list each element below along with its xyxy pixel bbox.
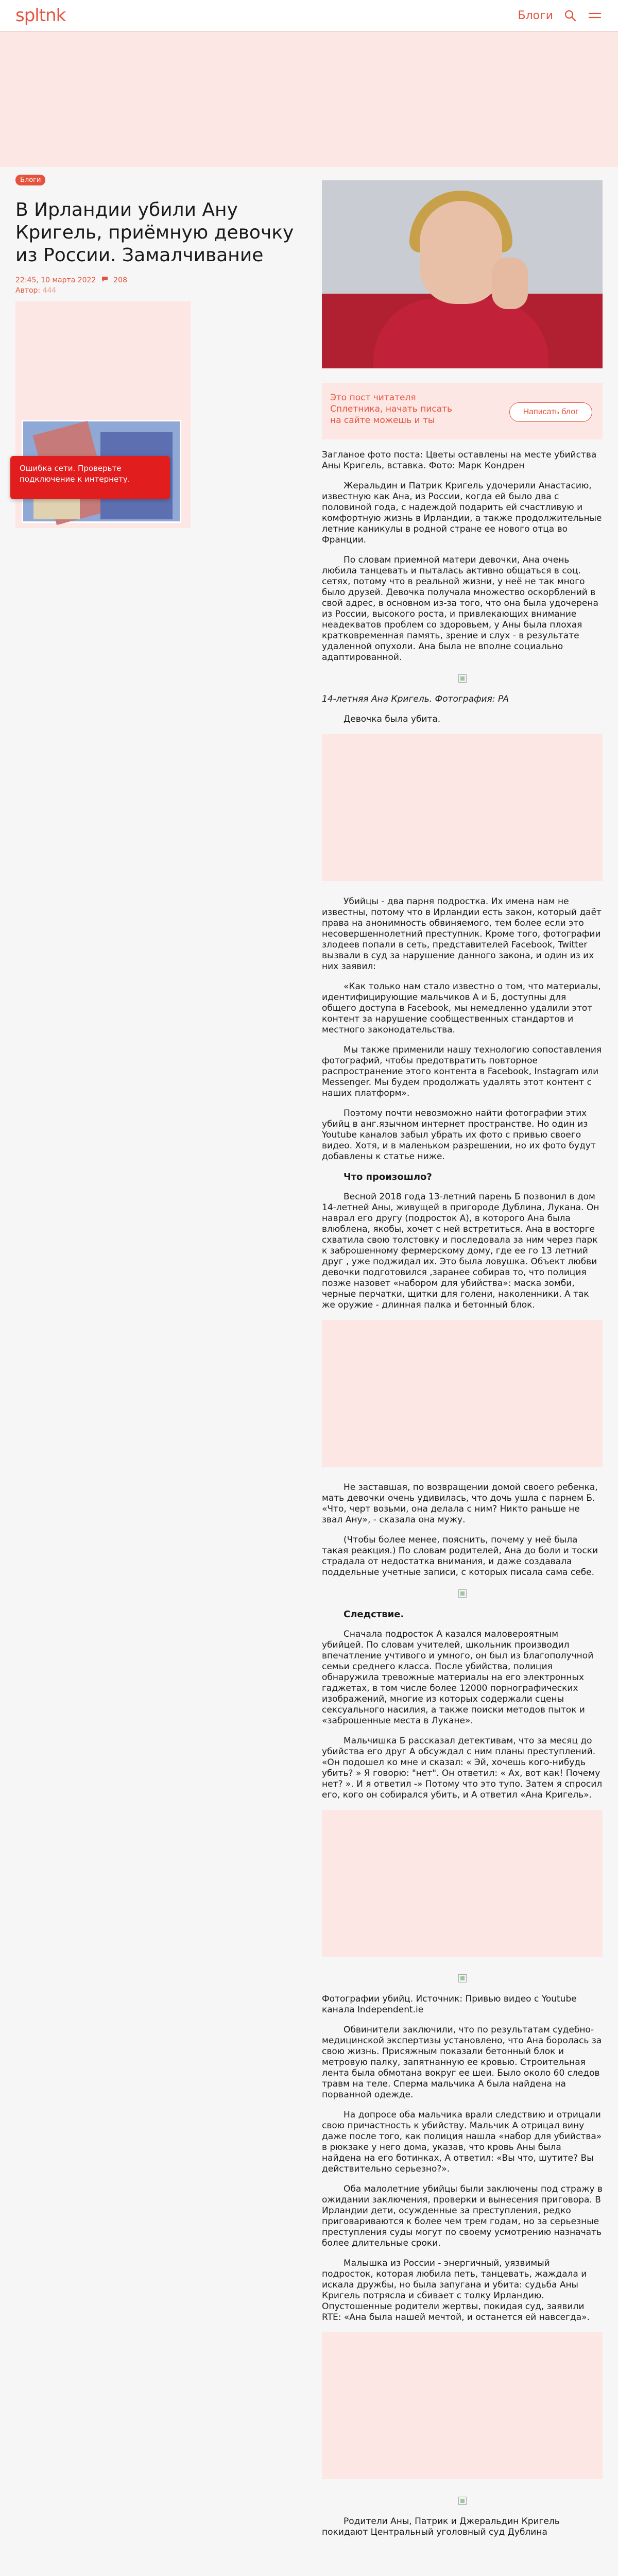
article-main: [322, 180, 603, 2547]
article-body: [322, 450, 603, 2538]
section-heading: Что произошло?: [344, 1172, 432, 1182]
author-name[interactable]: 444: [42, 286, 57, 295]
comments-count[interactable]: 208: [113, 276, 127, 284]
comments-icon[interactable]: [101, 276, 110, 284]
inline-ad-block[interactable]: [322, 2332, 603, 2479]
author-label: Автор:: [15, 286, 41, 295]
paragraph: (Чтобы более менее, пояснить, почему у неё была такая реакция.) По словам родителей, Ана до боли и тоски страдала от недостатка внимания, и даже создавала поддельные учетные записи, с которых писала сама себе.: [322, 1535, 598, 1578]
rubric-badge[interactable]: Блоги: [15, 175, 45, 185]
paragraph: Поэтому почти невозможно найти фотографии этих убийц в анг.язычном интернет пространстве. Но один из Youtube каналов забыл убрать их фото с привью своего видео. Хотя, и в маленьком разрешении, но их фото будут добавлены к статье ниже.: [322, 1108, 596, 1162]
article-title: В Ирландии убили Ану Кригель, приёмную девочку из России. Замалчивание: [15, 199, 294, 266]
paragraph: Мы также применили нашу технологию сопоставления фотографий, чтобы предотвратить повторное распространение этого контента в Facebook, Instagram или Messenger. Мы будем продолжать удалять этот контент с наших платформ».: [322, 1045, 602, 1098]
paragraph: Убийцы - два парня подростка. Их имена нам не известны, потому что в Ирландии есть закон, который даёт права на анонимность обвиняемого, тем более если это несовершеннолетний преступник. Кроме того, фотографии злодеев попали в сеть, представителей Facebook, Twitter вызвали в суд за нарушение данного закона, и один из их них заявил:: [322, 896, 602, 972]
write-blog-promo: [322, 383, 603, 439]
publish-time: 22:45, 10 марта 2022: [15, 276, 96, 284]
network-error-popup[interactable]: Ошибка сети. Проверьте подключение к интернету.: [10, 456, 170, 499]
paragraph: Мальчишка Б рассказал детективам, что за месяц до убийства его друг А обсуждал с ним планы преступлений. «Он подошел ко мне и сказал: « Эй, хочешь кого-нибудь убить? » Я говорю: "нет". Он ответил: « Ах, вот как! Почему нет? ». И я ответил -» Потому что это тупо. Затем я спросил его, кого он собирался убить, и А ответил «Ана Кригель».: [322, 1736, 603, 1800]
nav-blogs-link[interactable]: Блоги: [518, 9, 553, 22]
promo-text: Это пост читателя Сплетника, начать писать на сайте можешь и ты: [330, 393, 453, 426]
article-meta: [15, 275, 304, 285]
paragraph: Оба малолетние убийцы были заключены под стражу в ожидании заключения, проверки и вынесения приговора. В Ирландии дети, осужденные за преступления, редко приговариваются к более чем трем годам, но за серьезные преступления суды могут по своему усмотрению назначать более длительные сроки.: [322, 2184, 603, 2248]
paragraph: Загланое фото поста: Цветы оставлены на месте убийства Аны Кригель, вставка. Фото: Марк Кондрен: [322, 450, 597, 471]
broken-image: [322, 1587, 603, 1600]
paragraph: Обвинители заключили, что по результатам судебно-медицинской экспертизы установлено, что Ана боролась за свою жизнь. Присяжным показали бетонный блок и метровую палку, запятнанную ее кровью. Строительная лента была обмотана вокруг ее шеи. Было около 60 следов травм на теле. Сперма мальчика А была найдена на порванной одежде.: [322, 2025, 602, 2100]
site-header: [0, 0, 618, 32]
broken-image: [322, 672, 603, 685]
section-heading: Следствие.: [344, 1609, 404, 1620]
author-line: [15, 285, 304, 296]
paragraph: Жеральдин и Патрик Кригель удочерили Анастасию, известную как Ана, из России, когда ей было два с половиной года, с надеждой подарить ей счастливую и комфортную жизнь в Ирландии, а также продолжительные летние каникулы в родной стране ее нового отца во Франции.: [322, 481, 602, 545]
top-ad-banner[interactable]: [0, 32, 618, 167]
broken-image: [322, 1972, 603, 1985]
paragraph: Сначала подросток А казался маловероятным убийцей. По словам учителей, школьник производил впечатление учтивого и умного, он был из благополучной семьи среднего класса. После убийства, полиция обнаружила тревожные материалы на его электронных гаджетах, в том числе более 12000 порнографических изображений, многие из которых содержали сцены сексуального насилия, а также поиски методов пыток и «заброшенные места в Лукане».: [322, 1629, 594, 1726]
broken-image: [322, 2495, 603, 2507]
paragraph: Малышка из России - энергичный, уязвимый подросток, которая любила петь, танцевать, жаждала и искала дружбы, но была запугана и убита: судьба Аны Кригель потрясла и сбивает с толку Ирландию. Опустошенные родители жертвы, покидая суд, заявили RTE: «Ана была нашей мечтой, и останется ей навсегда».: [322, 2258, 590, 2323]
inline-ad-block[interactable]: [322, 1810, 603, 1957]
hero-image: [322, 180, 603, 368]
paragraph: Девочка была убита.: [344, 714, 441, 724]
paragraph: Родители Аны, Патрик и Джеральдин Кригель покидают Центральный уголовный суд Дублина: [322, 2516, 560, 2537]
site-logo[interactable]: spltnk: [15, 5, 66, 26]
paragraph: Весной 2018 года 13-летний парень Б позвонил в дом 14-летней Аны, живущей в пригороде Дублина, Лукана. Он наврал его другу (подросток А), в которого Ана была влюблена, якобы, хочет с ней встретиться. Ана в восторге схватила свою толстовку и последовала за ним через парк к заброшенному фермерскому дому, где ее го 13 летний друг , уже поджидал их. Это была ловушка. Объект любви девочки подготовился ,заранее собирав то, что полиция позже назовет «набором для убийства»: маска зомби, черные перчатки, щитки для голени, наколенники. А так же оружие - длинная палка и бетонный блок.: [322, 1192, 599, 1310]
image-caption: 14-летняя Ана Кригель. Фотография: PA: [322, 694, 509, 704]
paragraph: Не заставшая, по возвращении домой своего ребенка, мать девочки очень удивилась, что дочь ушла с парнем Б. «Что, черт возьми, она делала с ним? Никто раньше не звал Ану», - сказала она мужу.: [322, 1482, 598, 1525]
menu-icon[interactable]: [587, 8, 603, 23]
image-caption: Фотографии убийц. Источник: Привью видео с Youtube канала Independent.ie: [322, 1994, 577, 2015]
paragraph: На допросе оба мальчика врали следствию и отрицали свою причастность к убийству. Мальчик А отрицал вину даже после того, как полиция нашла «набор для убийства» в рюкзаке у него дома, указав, что кровь Аны была найдена на его ботинках, А ответил: «Вы что, шутите? Вы действительно серьезно?».: [322, 2110, 602, 2174]
paragraph: «Как только нам стало известно о том, что материалы, идентифицирующие мальчиков А и Б, доступны для общего доступа в Facebook, мы немедленно удалили этот контент за нарушение сообщественных стандартов и местного законодательства.: [322, 981, 601, 1035]
article-header: [15, 173, 304, 296]
search-icon[interactable]: [562, 8, 578, 23]
write-blog-button[interactable]: Написать блог: [509, 402, 592, 422]
paragraph: По словам приемной матери девочки, Ана очень любила танцевать и пыталась активно общаться в соц. сетях, потому что в реальной жизни, у неё не так много было друзей. Девочка получала множество оскорблений в свой адрес, в основном из-за того, что она была удочерена из России, высокого роста, и привлекающих внимание неадекватов проблем со здоровьем, у Аны была плохая кратковременная память, зрение и слух - в результате удаленной опухоли. Ана была не вполне социально адаптированной.: [322, 555, 598, 663]
header-actions: [518, 8, 603, 23]
inline-ad-block[interactable]: [322, 734, 603, 881]
inline-ad-block[interactable]: [322, 1320, 603, 1467]
